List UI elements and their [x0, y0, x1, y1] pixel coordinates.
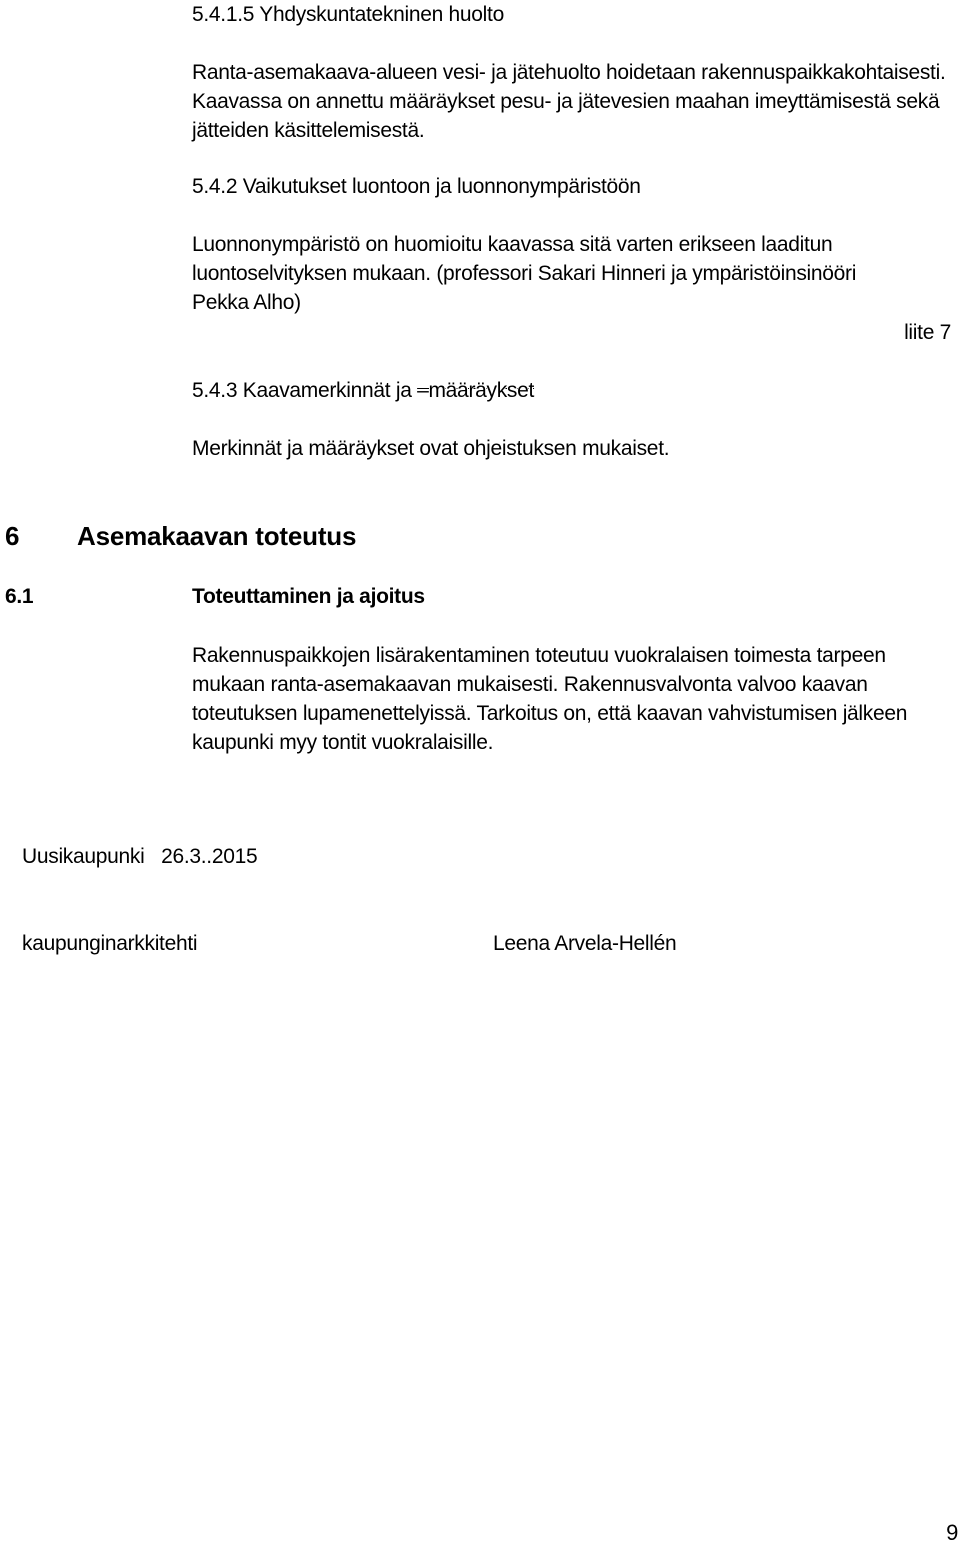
section-heading-5-4-3-underlined: –määräykset — [417, 379, 535, 402]
attachment-reference: liite 7 — [904, 321, 951, 344]
section-title-6-1: Toteuttaminen ja ajoitus — [192, 585, 425, 608]
section-body-6-1: Rakennuspaikkojen lisärakentaminen toteutuu vuokralaisen toimesta tarpeen mukaan ranta-asemakaavan mukaisesti. Rakennusvalvonta valvoo kaavan toteutuksen lupamenettelyissä. Tarkoitus on, että kaavan vahvistumisen jälkeen kaupunki myy tontit vuokralaisille. — [192, 644, 908, 754]
section-body-5-4-3: Merkinnät ja määräykset ovat ohjeistuksen mukaiset. — [192, 437, 670, 460]
section-heading-5-4-3 — [192, 376, 534, 405]
signature-role: kaupunginarkkitehti — [22, 932, 198, 955]
section-heading-6-1 — [5, 582, 425, 611]
signature-place-date: Uusikaupunki 26.3..2015 — [22, 845, 258, 868]
section-heading-5-4-3-prefix: 5.4.3 Kaavamerkinnät ja — [192, 379, 418, 402]
chapter-number: 6 — [5, 521, 20, 551]
section-body-5-4-2: Luonnonympäristö on huomioitu kaavassa sitä varten erikseen laaditun luontoselvityksen mukaan. (professori Sakari Hinneri ja ympäristöinsinööri Pekka Alho) — [192, 233, 857, 314]
section-heading-5-4-1-5: 5.4.1.5 Yhdyskuntatekninen huolto — [192, 3, 504, 26]
page-number: 9 — [946, 1520, 958, 1545]
section-body-5-4-1-5: Ranta-asemakaava-alueen vesi- ja jätehuolto hoidetaan rakennuspaikkakohtaisesti. Kaavassa on annettu määräykset pesu- ja jätevesien maahan imeyttämisestä sekä jätteiden käsittelemisestä. — [192, 61, 946, 142]
chapter-title: Asemakaavan toteutus — [77, 521, 357, 551]
chapter-heading-6 — [5, 520, 356, 552]
section-heading-5-4-2: 5.4.2 Vaikutukset luontoon ja luonnonympäristöön — [192, 175, 641, 198]
signature-name: Leena Arvela-Hellén — [493, 932, 677, 955]
section-number-6-1: 6.1 — [5, 585, 34, 608]
